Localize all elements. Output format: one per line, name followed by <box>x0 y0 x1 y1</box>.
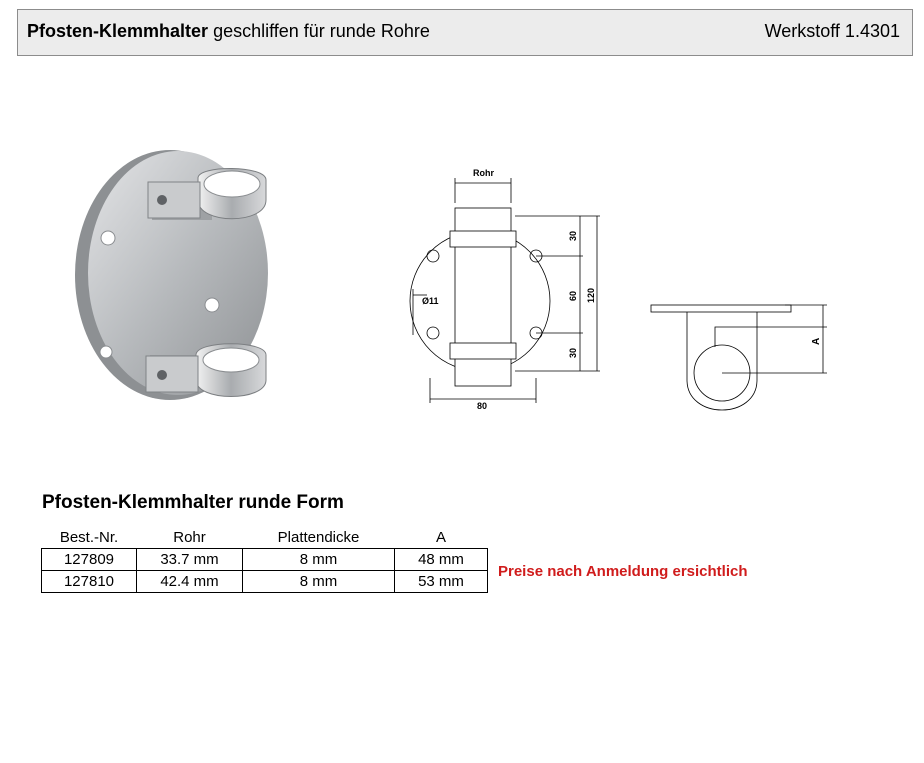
dim-30-bottom: 30 <box>568 347 578 358</box>
product-table <box>41 526 488 593</box>
cell-order-number: 127810 <box>42 571 137 593</box>
header-bar <box>17 9 913 56</box>
label-a: A <box>811 337 822 345</box>
dim-hole: Ø11 <box>422 296 439 306</box>
cell-a: 53 mm <box>395 571 488 593</box>
dim-80: 80 <box>477 401 488 411</box>
cell-plate-thickness: 8 mm <box>243 549 395 571</box>
title-bold: Pfosten-Klemmhalter <box>27 21 209 41</box>
front-view-drawing <box>405 163 615 413</box>
table-row <box>42 549 488 571</box>
material-label: Werkstoff 1.4301 <box>764 21 900 41</box>
product-image <box>70 140 290 410</box>
dim-120: 120 <box>586 287 596 303</box>
cell-tube: 33.7 mm <box>137 549 243 571</box>
col-header-a: A <box>435 528 446 546</box>
title-rest: geschliffen für runde Rohre <box>213 21 430 41</box>
cell-tube: 42.4 mm <box>137 571 243 593</box>
dim-30-top: 30 <box>568 230 578 241</box>
cell-plate-thickness: 8 mm <box>243 571 395 593</box>
table-header-row <box>42 526 488 549</box>
cell-a: 48 mm <box>395 549 488 571</box>
price-note: Preise nach Anmeldung ersichtlich <box>498 563 748 580</box>
dim-60: 60 <box>568 290 578 301</box>
cell-order-number: 127809 <box>42 549 137 571</box>
side-view-drawing <box>645 285 835 415</box>
col-header-plate-thickness: Plattendicke <box>277 528 360 546</box>
col-header-order-number: Best.-Nr. <box>59 528 119 546</box>
page-title <box>27 21 430 42</box>
col-header-tube: Rohr <box>173 528 206 546</box>
label-rohr: Rohr <box>473 168 494 178</box>
table-row <box>42 571 488 593</box>
section-title: Pfosten-Klemmhalter runde Form <box>42 492 344 513</box>
